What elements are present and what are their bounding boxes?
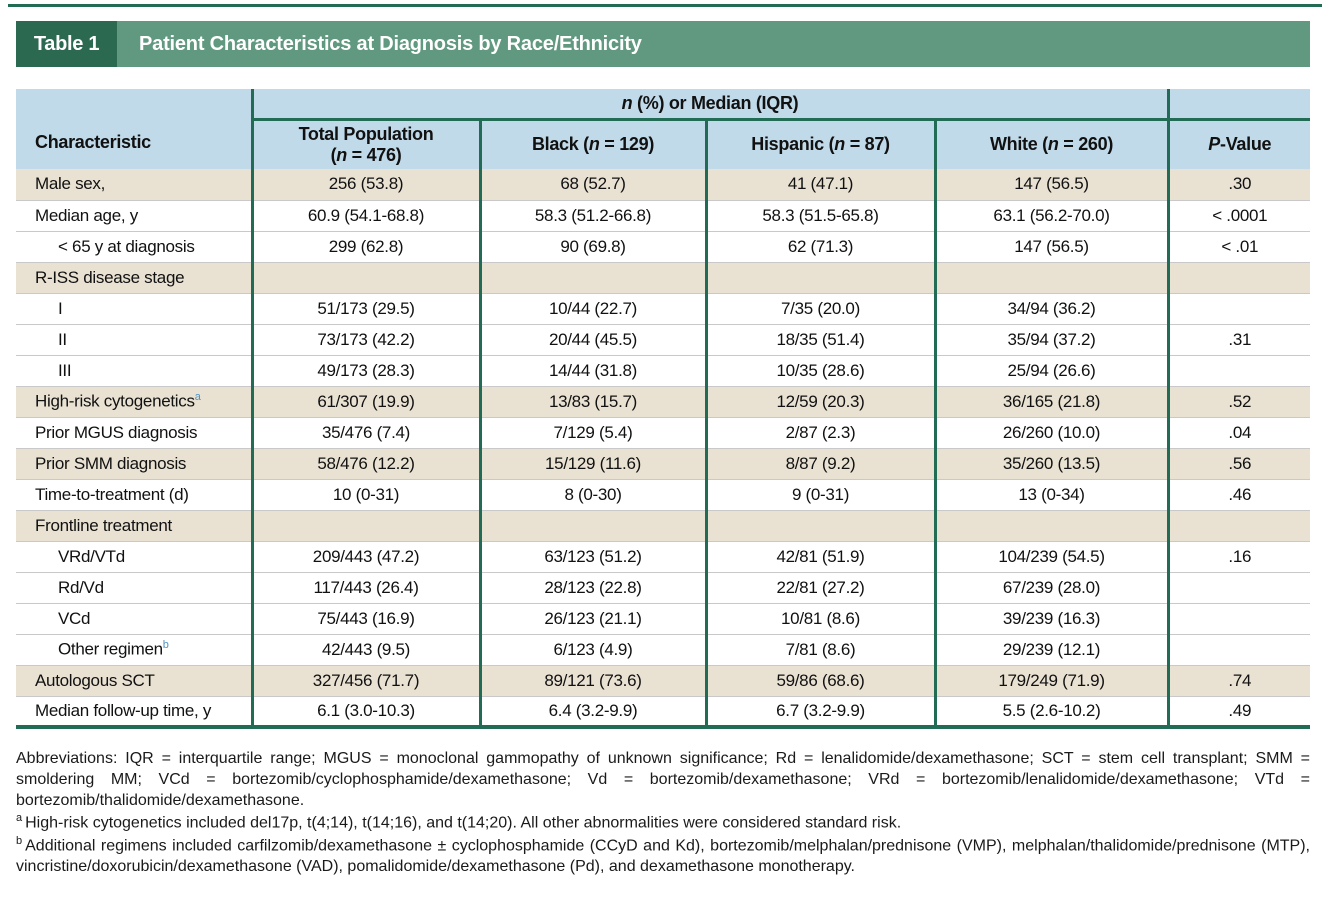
data-cell: 7/81 (8.6) bbox=[706, 634, 935, 665]
data-cell: 51/173 (29.5) bbox=[252, 293, 480, 324]
column-header-label: Hispanic bbox=[751, 134, 824, 155]
data-cell: 35/94 (37.2) bbox=[935, 324, 1168, 355]
column-header-label: Black bbox=[531, 134, 579, 155]
data-cell: 179/249 (71.9) bbox=[935, 665, 1168, 696]
row-label: Prior SMM diagnosis bbox=[16, 448, 252, 479]
data-cell: 42/443 (9.5) bbox=[252, 634, 480, 665]
table-title-bar bbox=[16, 21, 1310, 67]
data-cell: 9 (0-31) bbox=[706, 479, 935, 510]
data-cell: 299 (62.8) bbox=[252, 231, 480, 262]
table-container bbox=[16, 89, 1310, 729]
p-value-cell: .16 bbox=[1168, 541, 1310, 572]
data-cell: 22/81 (27.2) bbox=[706, 572, 935, 603]
footnote-a bbox=[16, 811, 1310, 833]
data-cell bbox=[706, 262, 935, 293]
data-cell: 209/443 (47.2) bbox=[252, 541, 480, 572]
p-value-cell bbox=[1168, 572, 1310, 603]
data-cell: 14/44 (31.8) bbox=[480, 355, 706, 386]
p-value-cell bbox=[1168, 293, 1310, 324]
data-cell: 67/239 (28.0) bbox=[935, 572, 1168, 603]
p-value-cell: .49 bbox=[1168, 696, 1310, 727]
data-cell: 90 (69.8) bbox=[480, 231, 706, 262]
footnote-marker: a bbox=[194, 391, 201, 404]
data-cell: 2/87 (2.3) bbox=[706, 417, 935, 448]
column-header-label: P bbox=[1208, 134, 1220, 155]
row-label: VCd bbox=[16, 603, 252, 634]
data-cell: 25/94 (26.6) bbox=[935, 355, 1168, 386]
data-cell: 6.1 (3.0-10.3) bbox=[252, 696, 480, 727]
row-label: High-risk cytogenetics$^a$ bbox=[16, 386, 252, 417]
column-header-hispanic bbox=[706, 119, 935, 169]
data-cell: 41 (47.1) bbox=[706, 169, 935, 200]
data-cell: 12/59 (20.3) bbox=[706, 386, 935, 417]
data-cell: 63/123 (51.2) bbox=[480, 541, 706, 572]
table-row bbox=[16, 231, 1310, 262]
p-value-cell bbox=[1168, 262, 1310, 293]
data-cell: 34/94 (36.2) bbox=[935, 293, 1168, 324]
data-cell: 20/44 (45.5) bbox=[480, 324, 706, 355]
data-cell: 36/165 (21.8) bbox=[935, 386, 1168, 417]
data-cell: 104/239 (54.5) bbox=[935, 541, 1168, 572]
data-cell bbox=[935, 510, 1168, 541]
span-header-text: (%) or Median (IQR) bbox=[632, 92, 799, 113]
data-cell: 15/129 (11.6) bbox=[480, 448, 706, 479]
table-row bbox=[16, 665, 1310, 696]
data-cell: 61/307 (19.9) bbox=[252, 386, 480, 417]
data-cell: 89/121 (73.6) bbox=[480, 665, 706, 696]
top-rule bbox=[8, 4, 1322, 7]
data-cell: 35/260 (13.5) bbox=[935, 448, 1168, 479]
p-value-cell bbox=[1168, 603, 1310, 634]
p-value-cell: .30 bbox=[1168, 169, 1310, 200]
row-label: Rd/Vd bbox=[16, 572, 252, 603]
footnote-b-text: Additional regimens included carfilzomib/dexamethasone ± cyclophosphamide (CCyD and Kd), bortezomib/melphalan/prednisone (VMP), melphalan/thalidomide/prednisone (MTP), vincristine/doxorubicin/dexamethasone (VAD), pomalidomide/dexamethasone (Pd), and dexamethasone monotherapy. bbox=[16, 837, 1310, 876]
patient-characteristics-table bbox=[16, 89, 1310, 729]
data-cell: 58.3 (51.2-66.8) bbox=[480, 200, 706, 231]
p-value-cell: .04 bbox=[1168, 417, 1310, 448]
table-title-text: Patient Characteristics at Diagnosis by Race/Ethnicity bbox=[139, 32, 642, 55]
row-label: Autologous SCT bbox=[16, 665, 252, 696]
data-cell: 63.1 (56.2-70.0) bbox=[935, 200, 1168, 231]
table-row bbox=[16, 355, 1310, 386]
span-header-n: n bbox=[621, 92, 633, 113]
data-cell: 256 (53.8) bbox=[252, 169, 480, 200]
p-value-cell: < .0001 bbox=[1168, 200, 1310, 231]
row-label: Median follow-up time, y bbox=[16, 696, 252, 727]
column-header-n: (n = 260) bbox=[1037, 134, 1114, 155]
table-row bbox=[16, 169, 1310, 200]
data-cell: 60.9 (54.1-68.8) bbox=[252, 200, 480, 231]
data-cell: 7/35 (20.0) bbox=[706, 293, 935, 324]
data-cell: 10/81 (8.6) bbox=[706, 603, 935, 634]
data-cell: 117/443 (26.4) bbox=[252, 572, 480, 603]
p-value-cell bbox=[1168, 510, 1310, 541]
data-cell: 6/123 (4.9) bbox=[480, 634, 706, 665]
p-value-cell: .56 bbox=[1168, 448, 1310, 479]
data-cell: 58/476 (12.2) bbox=[252, 448, 480, 479]
pvalue-header-spacer bbox=[1168, 89, 1310, 119]
footnotes bbox=[16, 748, 1310, 877]
data-cell: 35/476 (7.4) bbox=[252, 417, 480, 448]
column-header-black bbox=[480, 119, 706, 169]
footnote-a-text: High-risk cytogenetics included del17p, t(4;14), t(14;16), and t(14;20). All other abnormalities were considered standard risk. bbox=[25, 814, 902, 832]
data-cell: 13/83 (15.7) bbox=[480, 386, 706, 417]
table-row bbox=[16, 417, 1310, 448]
data-cell bbox=[480, 510, 706, 541]
span-header bbox=[252, 89, 1168, 119]
row-label: R-ISS disease stage bbox=[16, 262, 252, 293]
row-label: Median age, y bbox=[16, 200, 252, 231]
span-header-row bbox=[16, 89, 1310, 119]
data-cell: 7/129 (5.4) bbox=[480, 417, 706, 448]
table-number: Table 1 bbox=[33, 32, 100, 55]
table-row bbox=[16, 448, 1310, 479]
table-row bbox=[16, 541, 1310, 572]
row-label: I bbox=[16, 293, 252, 324]
data-cell: 10 (0-31) bbox=[252, 479, 480, 510]
column-header-total-population bbox=[252, 119, 480, 169]
data-cell: 59/86 (68.6) bbox=[706, 665, 935, 696]
footnote-b bbox=[16, 834, 1310, 878]
data-cell: 8/87 (9.2) bbox=[706, 448, 935, 479]
p-value-cell bbox=[1168, 355, 1310, 386]
abbreviations-note: Abbreviations: IQR = interquartile range; MGUS = monoclonal gammopathy of unknown significance; Rd = lenalidomide/dexamethasone; SCT = stem cell transplant; SMM = smoldering MM; VCd = bortezomib/cyclophosphamide/dexamethasone; Vd = bortezomib/dexamethasone; VRd = bortezomib/lenalidomide/dexamethasone; VTd = bortezomib/thalidomide/dexamethasone. bbox=[16, 750, 1310, 810]
column-header-characteristic bbox=[16, 89, 252, 169]
footnote-b-marker: b bbox=[16, 834, 23, 847]
data-cell: 39/239 (16.3) bbox=[935, 603, 1168, 634]
column-header-label: Characteristic bbox=[35, 132, 151, 152]
row-label: II bbox=[16, 324, 252, 355]
column-header-n: (n = 87) bbox=[823, 134, 890, 155]
p-value-cell: < .01 bbox=[1168, 231, 1310, 262]
data-cell: 13 (0-34) bbox=[935, 479, 1168, 510]
data-cell: 10/44 (22.7) bbox=[480, 293, 706, 324]
data-cell: 6.7 (3.2-9.9) bbox=[706, 696, 935, 727]
data-cell: 28/123 (22.8) bbox=[480, 572, 706, 603]
table-header bbox=[16, 89, 1310, 169]
table-row bbox=[16, 572, 1310, 603]
table-row bbox=[16, 510, 1310, 541]
data-cell: 62 (71.3) bbox=[706, 231, 935, 262]
data-cell: 8 (0-30) bbox=[480, 479, 706, 510]
data-cell bbox=[706, 510, 935, 541]
table-row bbox=[16, 324, 1310, 355]
table-row bbox=[16, 200, 1310, 231]
data-cell: 73/173 (42.2) bbox=[252, 324, 480, 355]
data-cell: 26/123 (21.1) bbox=[480, 603, 706, 634]
footnote-marker: b bbox=[162, 639, 169, 652]
table-title bbox=[117, 21, 1310, 67]
row-label: Other regimen$^b$ bbox=[16, 634, 252, 665]
data-cell: 49/173 (28.3) bbox=[252, 355, 480, 386]
data-cell bbox=[480, 262, 706, 293]
data-cell: 26/260 (10.0) bbox=[935, 417, 1168, 448]
data-cell: 147 (56.5) bbox=[935, 169, 1168, 200]
column-header-pvalue: P-Value bbox=[1168, 119, 1310, 169]
table-row bbox=[16, 696, 1310, 727]
footnote-a-marker: a bbox=[16, 812, 23, 825]
column-header-n: (n = 129) bbox=[578, 134, 655, 155]
row-label: III bbox=[16, 355, 252, 386]
data-cell: 18/35 (51.4) bbox=[706, 324, 935, 355]
column-header-white bbox=[935, 119, 1168, 169]
row-label: < 65 y at diagnosis bbox=[16, 231, 252, 262]
row-label: Time-to-treatment (d) bbox=[16, 479, 252, 510]
data-cell bbox=[935, 262, 1168, 293]
data-cell: 327/456 (71.7) bbox=[252, 665, 480, 696]
data-cell: 29/239 (12.1) bbox=[935, 634, 1168, 665]
table-row bbox=[16, 386, 1310, 417]
row-label: Male sex, bbox=[16, 169, 252, 200]
table-row bbox=[16, 603, 1310, 634]
p-value-cell: .52 bbox=[1168, 386, 1310, 417]
data-cell: 68 (52.7) bbox=[480, 169, 706, 200]
data-cell: 42/81 (51.9) bbox=[706, 541, 935, 572]
data-cell: 75/443 (16.9) bbox=[252, 603, 480, 634]
column-header-label: Total Population bbox=[298, 123, 434, 144]
p-value-cell: .31 bbox=[1168, 324, 1310, 355]
table-body bbox=[16, 169, 1310, 727]
data-cell: 5.5 (2.6-10.2) bbox=[935, 696, 1168, 727]
p-value-cell bbox=[1168, 634, 1310, 665]
data-cell bbox=[252, 510, 480, 541]
row-label: Frontline treatment bbox=[16, 510, 252, 541]
data-cell: 58.3 (51.5-65.8) bbox=[706, 200, 935, 231]
data-cell: 147 (56.5) bbox=[935, 231, 1168, 262]
table-row bbox=[16, 634, 1310, 665]
p-value-cell: .74 bbox=[1168, 665, 1310, 696]
p-value-cell: .46 bbox=[1168, 479, 1310, 510]
data-cell: 10/35 (28.6) bbox=[706, 355, 935, 386]
table-number-tag bbox=[16, 21, 117, 67]
table-row bbox=[16, 479, 1310, 510]
table-row bbox=[16, 293, 1310, 324]
column-header-label: White bbox=[989, 134, 1038, 155]
table-row bbox=[16, 262, 1310, 293]
column-header-n: (n = 476) bbox=[330, 144, 402, 165]
row-label: VRd/VTd bbox=[16, 541, 252, 572]
data-cell bbox=[252, 262, 480, 293]
row-label: Prior MGUS diagnosis bbox=[16, 417, 252, 448]
data-cell: 6.4 (3.2-9.9) bbox=[480, 696, 706, 727]
